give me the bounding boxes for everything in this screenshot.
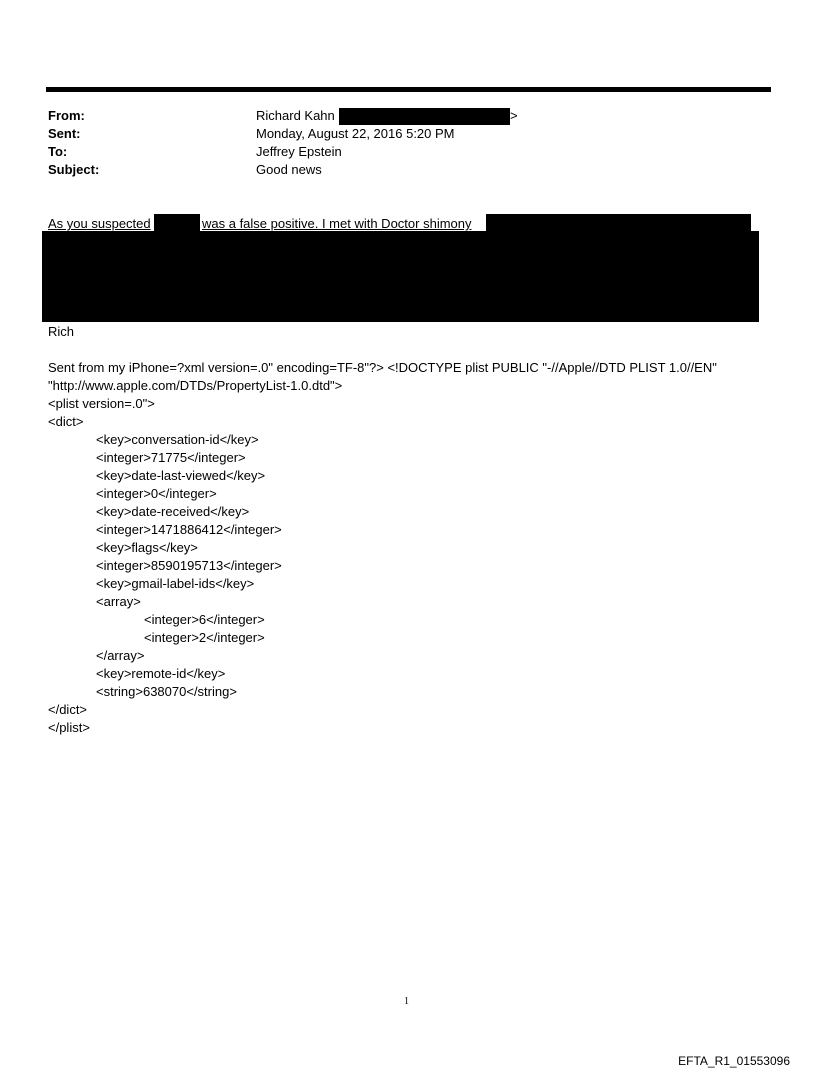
plist-line: </plist> <box>48 720 90 735</box>
signature: Rich <box>48 324 75 339</box>
page-number: 1 <box>404 996 409 1007</box>
to-label: To: <box>48 144 68 159</box>
plist-line: <integer>2</integer> <box>144 630 265 645</box>
to-value: Jeffrey Epstein <box>256 144 342 159</box>
plist-line: <key>remote-id</key> <box>96 666 226 681</box>
body-text-part2: was a false positive. I met with Doctor shimony <box>202 216 472 231</box>
body-text-part1: As you suspected <box>48 216 151 231</box>
plist-line: <dict> <box>48 414 84 429</box>
bates-id: EFTA_R1_01553096 <box>678 1054 790 1068</box>
redaction-box <box>154 214 200 232</box>
redaction-block <box>42 231 759 322</box>
header-rule <box>46 87 771 92</box>
plist-line: <key>flags</key> <box>96 540 198 555</box>
plist-line: <key>date-received</key> <box>96 504 250 519</box>
plist-line: <integer>71775</integer> <box>96 450 246 465</box>
plist-line: <integer>6</integer> <box>144 612 265 627</box>
plist-line: <key>conversation-id</key> <box>96 432 259 447</box>
plist-line: <integer>0</integer> <box>96 486 217 501</box>
plist-line: </array> <box>96 648 145 663</box>
sent-from-line: Sent from my iPhone=?xml version=.0" encoding=TF-8"?> <!DOCTYPE plist PUBLIC "-//Apple//DTD PLIST 1.0//EN" <box>48 360 717 375</box>
plist-line: <key>gmail-label-ids</key> <box>96 576 255 591</box>
from-trailing: > <box>510 108 518 123</box>
from-value: Richard Kahn <box>256 108 335 123</box>
redaction-box <box>339 108 510 125</box>
subject-label: Subject: <box>48 162 100 177</box>
plist-line: <string>638070</string> <box>96 684 237 699</box>
plist-line: </dict> <box>48 702 88 717</box>
plist-line: <integer>1471886412</integer> <box>96 522 282 537</box>
plist-line: <integer>8590195713</integer> <box>96 558 282 573</box>
from-label: From: <box>48 108 85 123</box>
sent-from-line: "http://www.apple.com/DTDs/PropertyList-1.0.dtd"> <box>48 378 343 393</box>
sent-value: Monday, August 22, 2016 5:20 PM <box>256 126 455 141</box>
subject-value: Good news <box>256 162 322 177</box>
plist-line: <plist version=.0"> <box>48 396 155 411</box>
plist-line: <key>date-last-viewed</key> <box>96 468 266 483</box>
sent-label: Sent: <box>48 126 81 141</box>
plist-line: <array> <box>96 594 141 609</box>
redaction-box <box>486 214 751 232</box>
